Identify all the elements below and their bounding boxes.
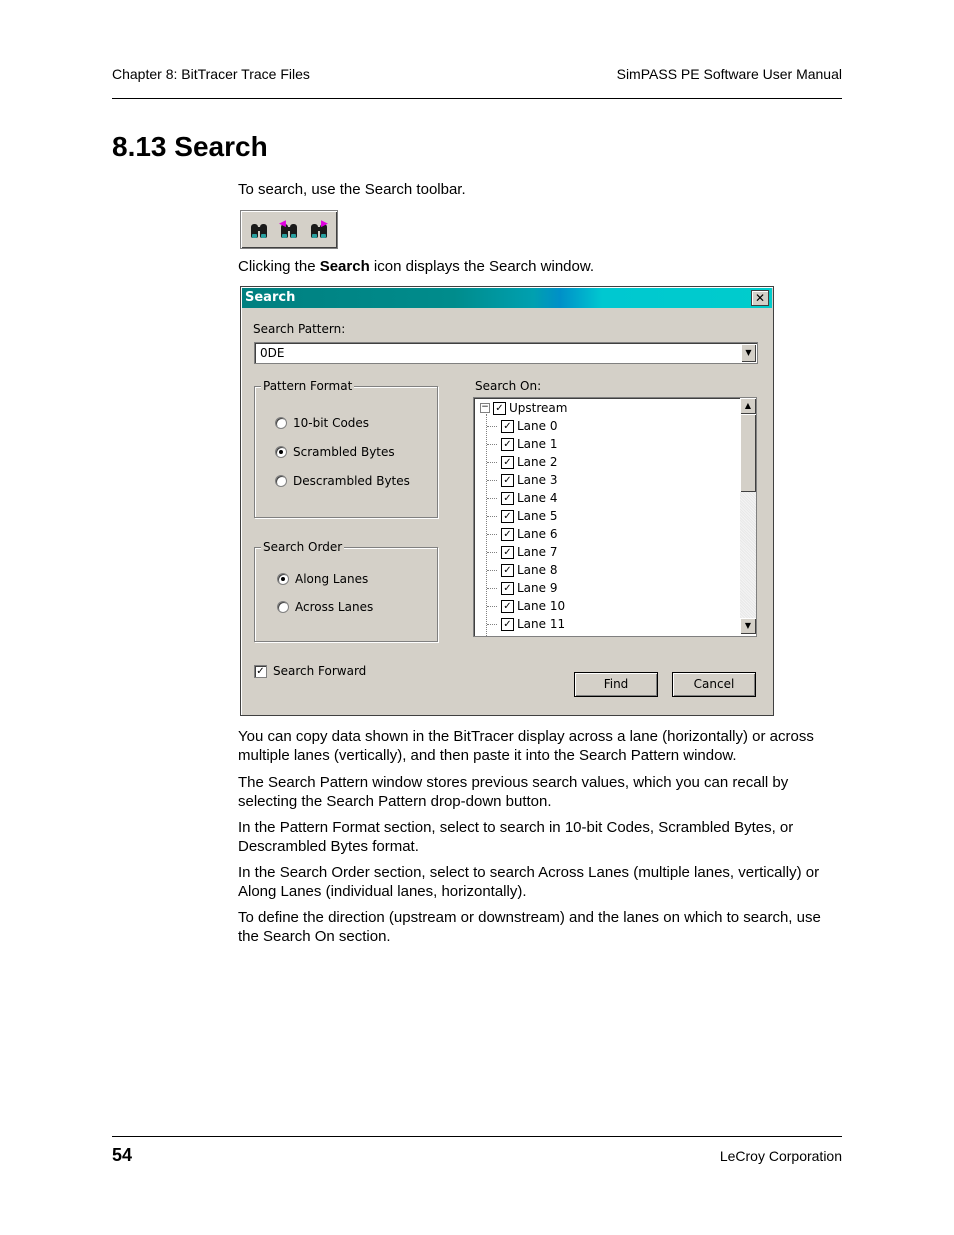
tree-item-label: Lane 8 <box>517 563 558 577</box>
checkbox-icon[interactable]: ✓ <box>501 600 514 613</box>
search-on-tree[interactable] <box>473 397 757 637</box>
binoculars-icon[interactable] <box>247 218 271 242</box>
scroll-up-icon[interactable]: ▲ <box>740 398 756 414</box>
radio-10bit-codes[interactable] <box>275 416 369 430</box>
radio-descrambled-bytes[interactable] <box>275 474 410 488</box>
checkbox-icon[interactable]: ✓ <box>501 438 514 451</box>
tree-item-label: Lane 7 <box>517 545 558 559</box>
find-next-icon[interactable]: ▶ <box>307 218 331 242</box>
tree-item-label: Lane 0 <box>517 419 558 433</box>
checkbox-icon[interactable]: ✓ <box>501 618 514 631</box>
search-order-group <box>254 540 438 642</box>
search-toolbar <box>240 210 338 249</box>
checkbox-icon[interactable]: ✓ <box>493 402 506 415</box>
footer-rule <box>112 1136 842 1137</box>
tree-scrollbar[interactable] <box>740 398 756 634</box>
intro-text: To search, use the Search toolbar. <box>238 181 466 198</box>
radio-along-lanes[interactable] <box>277 572 368 586</box>
checkbox-icon[interactable]: ✓ <box>501 564 514 577</box>
tree-connector <box>487 498 497 499</box>
tree-connector <box>487 624 497 625</box>
page-number: 54 <box>112 1145 133 1165</box>
tree-item-label: Lane 5 <box>517 509 558 523</box>
checkbox-icon[interactable]: ✓ <box>501 456 514 469</box>
collapse-icon[interactable]: − <box>481 402 489 412</box>
tree-item-lane[interactable] <box>501 453 557 471</box>
pattern-format-group <box>254 379 438 518</box>
checkbox-icon[interactable]: ✓ <box>501 582 514 595</box>
radio-across-lanes[interactable] <box>277 600 373 614</box>
paragraph: You can copy data shown in the BitTracer display across a lane (horizontally) or across multiple lanes (vertically), and then paste it into the Search Pattern window. <box>238 728 814 764</box>
clicking-text: Clicking the Search icon displays the Search window. <box>238 258 595 275</box>
radio-label: Scrambled Bytes <box>293 445 395 459</box>
search-order-legend: Search Order <box>263 540 343 554</box>
tree-item-lane[interactable] <box>501 417 557 435</box>
tree-item-lane[interactable] <box>501 579 557 597</box>
tree-item-lane[interactable] <box>501 561 557 579</box>
tree-item-label: Lane 6 <box>517 527 558 541</box>
tree-item-label: Lane 2 <box>517 455 558 469</box>
tree-connector <box>487 552 497 553</box>
search-forward-checkbox-row[interactable] <box>254 664 366 678</box>
tree-connector <box>487 426 497 427</box>
scroll-down-icon[interactable]: ▼ <box>740 618 756 634</box>
radio-label: 10-bit Codes <box>293 416 370 430</box>
running-header-chapter: Chapter 8: BitTracer Trace Files <box>112 66 310 82</box>
tree-item-label: Lane 3 <box>517 473 558 487</box>
tree-item-label: Lane 4 <box>517 491 558 505</box>
tree-item-lane[interactable] <box>501 543 557 561</box>
tree-item-upstream[interactable] <box>480 399 567 417</box>
checkbox-icon[interactable]: ✓ <box>254 665 267 678</box>
tree-item-lane[interactable] <box>501 435 557 453</box>
search-pattern-label: Search Pattern: <box>253 322 346 336</box>
tree-connector <box>487 462 497 463</box>
radio-label: Across Lanes <box>295 600 374 614</box>
tree-item-lane[interactable] <box>501 471 557 489</box>
checkbox-icon[interactable]: ✓ <box>501 474 514 487</box>
find-button[interactable]: Find <box>574 672 658 697</box>
checkbox-icon[interactable]: ✓ <box>501 546 514 559</box>
checkbox-icon[interactable]: ✓ <box>501 420 514 433</box>
tree-item-label: Lane 10 <box>517 599 566 613</box>
tree-item-label: Lane 11 <box>517 617 566 631</box>
tree-connector <box>487 588 497 589</box>
tree-item-lane[interactable] <box>501 489 557 507</box>
tree-item-label: Lane 1 <box>517 437 558 451</box>
radio-label: Along Lanes <box>295 572 369 586</box>
tree-connector <box>487 444 497 445</box>
search-forward-label: Search Forward <box>273 664 367 678</box>
paragraph: In the Search Order section, select to search Across Lanes (multiple lanes, vertically) or Along Lanes (individual lanes, horizontally). <box>238 864 820 900</box>
radio-button-icon[interactable] <box>277 601 289 613</box>
pattern-format-legend: Pattern Format <box>263 379 353 393</box>
running-header-manual: SimPASS PE Software User Manual <box>616 66 842 82</box>
close-icon[interactable]: ✕ <box>751 290 769 306</box>
radio-button-icon[interactable] <box>277 573 289 585</box>
header-rule <box>112 98 842 99</box>
radio-scrambled-bytes[interactable] <box>275 445 395 459</box>
tree-item-lane[interactable] <box>501 597 565 615</box>
section-title: 8.13 Search <box>112 131 268 162</box>
find-previous-icon[interactable]: ◀ <box>277 218 301 242</box>
radio-button-icon[interactable] <box>275 417 287 429</box>
tree-connector <box>487 570 497 571</box>
tree-item-label: Lane 9 <box>517 581 558 595</box>
dialog-title: Search <box>245 290 296 305</box>
tree-item-lane[interactable] <box>501 507 557 525</box>
tree-connector <box>487 516 497 517</box>
checkbox-icon[interactable]: ✓ <box>501 492 514 505</box>
search-pattern-value[interactable]: 0DE <box>260 346 285 360</box>
checkbox-icon[interactable]: ✓ <box>501 510 514 523</box>
radio-label: Descrambled Bytes <box>293 474 410 488</box>
tree-connector <box>487 606 497 607</box>
chevron-down-icon[interactable]: ▼ <box>741 344 756 362</box>
tree-item-label: Upstream <box>509 401 568 415</box>
radio-button-icon[interactable] <box>275 475 287 487</box>
tree-connector <box>487 534 497 535</box>
search-pattern-combobox[interactable] <box>254 342 758 364</box>
footer-company: LeCroy Corporation <box>719 1148 842 1164</box>
cancel-button[interactable]: Cancel <box>672 672 756 697</box>
search-dialog <box>240 286 774 716</box>
paragraph: In the Pattern Format section, select to search in 10-bit Codes, Scrambled Bytes, or Descrambled Bytes format. <box>238 819 794 855</box>
tree-connector <box>487 480 497 481</box>
tree-item-lane[interactable] <box>501 615 565 633</box>
paragraph: To define the direction (upstream or downstream) and the lanes on which to search, use the Search On section. <box>238 909 821 945</box>
checkbox-icon[interactable]: ✓ <box>501 528 514 541</box>
dialog-titlebar <box>242 288 772 308</box>
tree-connector <box>486 414 487 636</box>
radio-button-icon[interactable] <box>275 446 287 458</box>
paragraph: The Search Pattern window stores previous search values, which you can recall by selecting the Search Pattern drop-down button. <box>238 774 789 810</box>
search-on-label: Search On: <box>475 379 542 393</box>
tree-item-lane[interactable] <box>501 525 557 543</box>
scroll-thumb[interactable] <box>740 414 756 492</box>
